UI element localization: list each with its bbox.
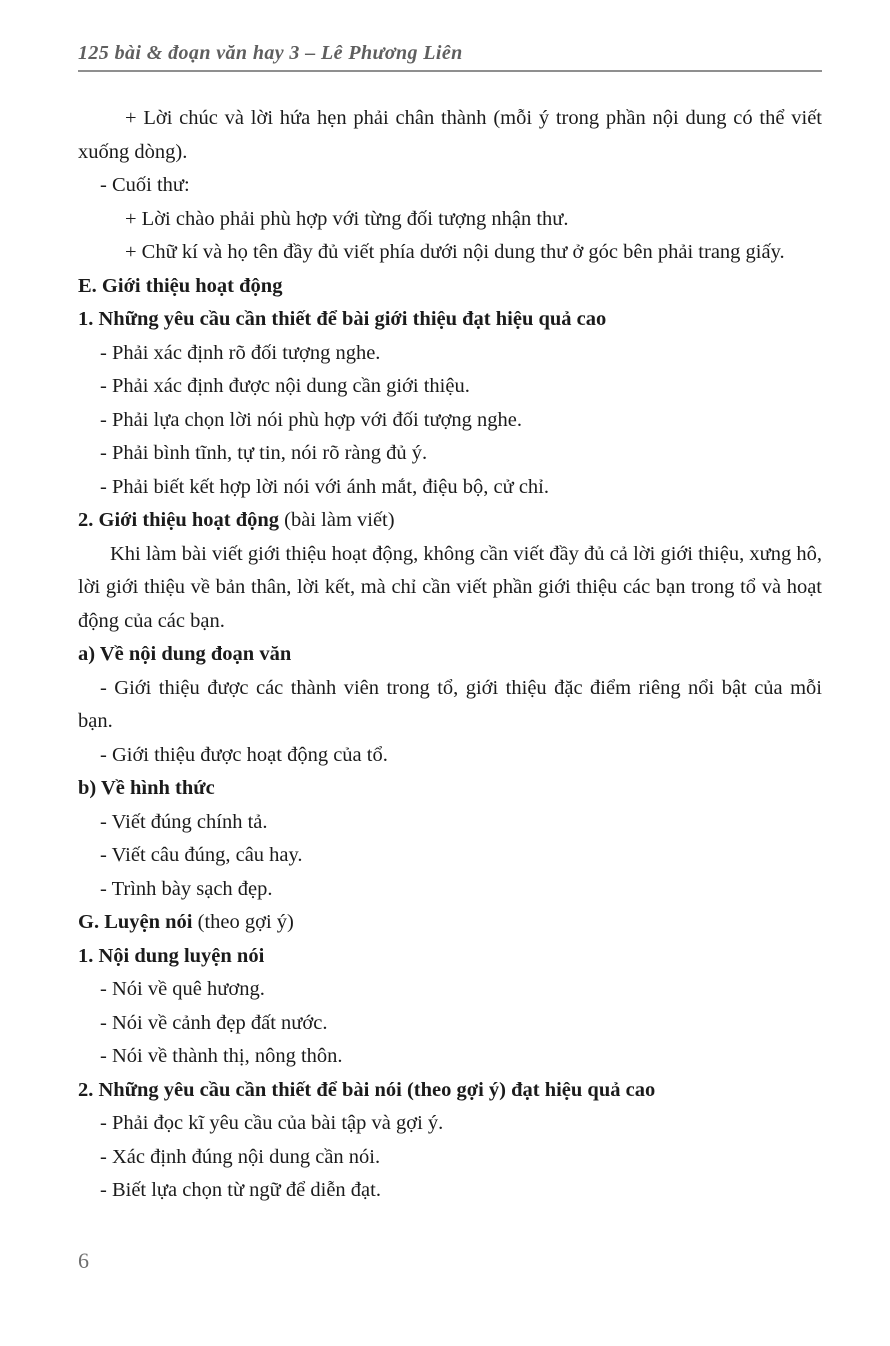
heading: a) Về nội dung đoạn văn: [78, 643, 292, 665]
heading-suffix: (theo gợi ý): [192, 911, 294, 933]
page-header: [78, 42, 822, 72]
heading-label: G. Luyện nói: [78, 911, 193, 933]
list-item: - Nói về cảnh đẹp đất nước.: [100, 1011, 328, 1034]
list-item: - Phải bình tĩnh, tự tin, nói rõ ràng đủ ý.: [100, 442, 428, 464]
paragraph: + Chữ kí và họ tên đầy đủ viết phía dưới nội dung thư ở góc bên phải trang giấy.: [125, 241, 785, 263]
list-item: - Phải lựa chọn lời nói phù hợp với đối tượng nghe.: [100, 408, 523, 431]
list-item: - Viết đúng chính tả.: [100, 810, 268, 833]
heading: 1. Nội dung luyện nói: [78, 944, 265, 967]
list-item: - Nói về quê hương.: [100, 978, 265, 1000]
heading: b) Về hình thức: [78, 777, 215, 799]
page-body: [78, 102, 822, 1208]
heading: 2. Những yêu cầu cần thiết để bài nói (theo gợi ý) đạt hiệu quả cao: [78, 1078, 656, 1101]
list-item: - Phải biết kết hợp lời nói với ánh mắt, điệu bộ, cử chỉ.: [100, 475, 549, 498]
list-item: - Viết câu đúng, câu hay.: [100, 844, 303, 866]
paragraph: Khi làm bài viết giới thiệu hoạt động, không cần viết đầy đủ cả lời giới thiệu, xưng hô, lời giới thiệu về bản thân, lời kết, mà chỉ cần viết phần giới thiệu các bạn trong tổ và hoạt động của các bạn.: [78, 542, 822, 632]
list-item: - Nói về thành thị, nông thôn.: [100, 1045, 343, 1067]
list-item: - Giới thiệu được các thành viên trong tổ, giới thiệu đặc điểm riêng nổi bật của mỗi bạn.: [78, 676, 822, 732]
header-rule: [78, 70, 822, 72]
list-item: - Giới thiệu được hoạt động của tổ.: [100, 743, 388, 766]
list-item: - Phải đọc kĩ yêu cầu của bài tập và gợi ý.: [100, 1112, 444, 1134]
paragraph: + Lời chúc và lời hứa hẹn phải chân thành (mỗi ý trong phần nội dung có thể viết xuống dòng).: [78, 107, 822, 163]
list-item: - Xác định đúng nội dung cần nói.: [100, 1145, 381, 1168]
heading: [78, 906, 822, 940]
heading-label: 2. Giới thiệu hoạt động: [78, 509, 280, 531]
paragraph: - Cuối thư:: [100, 174, 190, 196]
heading-suffix: (bài làm viết): [279, 509, 395, 531]
page-number: 6: [78, 1248, 89, 1273]
list-item: - Phải xác định rõ đối tượng nghe.: [100, 341, 381, 364]
list-item: - Phải xác định được nội dung cần giới thiệu.: [100, 375, 470, 397]
running-head: 125 bài & đoạn văn hay 3 – Lê Phương Liên: [78, 42, 463, 64]
list-item: - Biết lựa chọn từ ngữ để diễn đạt.: [100, 1179, 381, 1201]
heading: [78, 504, 822, 538]
paragraph: + Lời chào phải phù hợp với từng đối tượng nhận thư.: [125, 207, 569, 230]
heading: 1. Những yêu cầu cần thiết để bài giới thiệu đạt hiệu quả cao: [78, 308, 607, 330]
heading: E. Giới thiệu hoạt động: [78, 274, 283, 297]
list-item: - Trình bày sạch đẹp.: [100, 877, 273, 900]
